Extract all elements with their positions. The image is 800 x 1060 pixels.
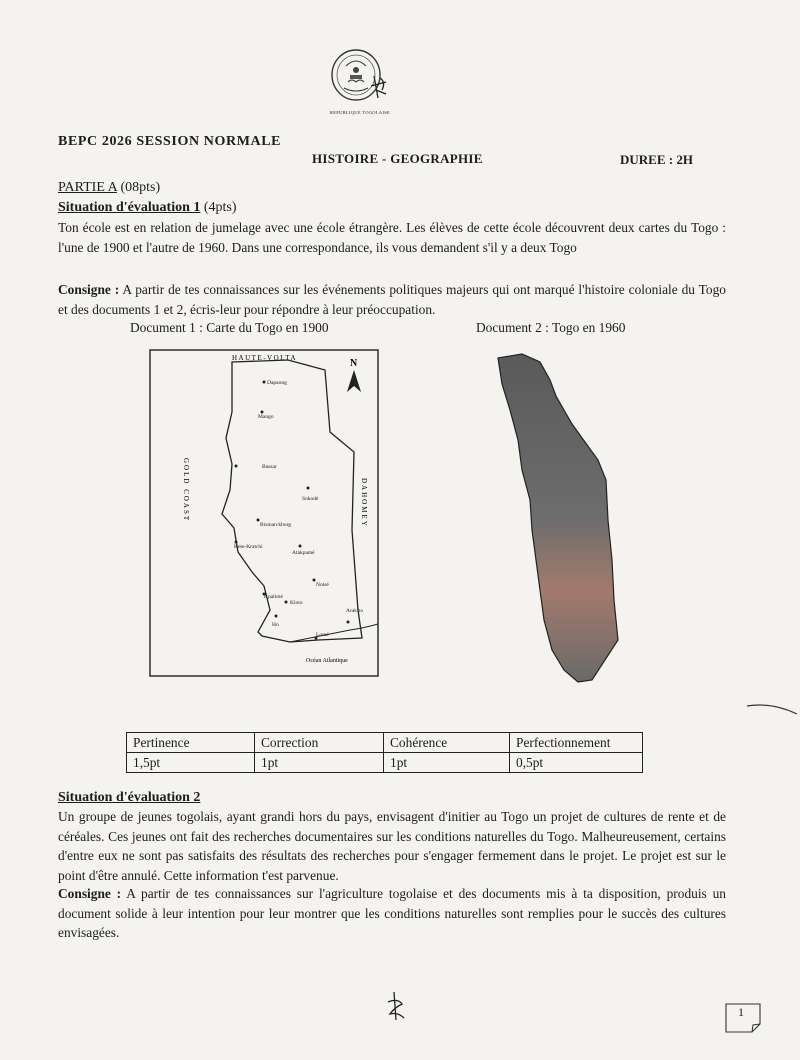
situation1-heading [58, 200, 237, 216]
consigne1-label: Consigne : [58, 282, 120, 297]
consigne1-text: A partir de tes connaissances sur les événements politiques majeurs qui ont marqué l'histoire coloniale du Togo et des documents 1 et 2, écris-leur pour répondre à leur préoccupation. [58, 282, 726, 317]
consigne2-label: Consigne : [58, 886, 122, 901]
map-togo-1900 [140, 340, 392, 685]
value-cell: 1pt [384, 753, 510, 773]
signature-mark-bottom [382, 990, 412, 1024]
togo-1960-outline [498, 354, 618, 682]
document2-caption: Document 2 : Togo en 1960 [476, 320, 626, 335]
part-a-heading [58, 180, 160, 196]
north-arrow-icon [347, 370, 361, 392]
town-kete-kratchi: Kete-Kratchi [234, 544, 263, 550]
situation1-points: (4pts) [200, 200, 237, 215]
grading-table [126, 732, 643, 773]
part-a-points: (08pts) [116, 180, 161, 195]
header-cell: Perfectionnement [510, 733, 643, 753]
town-kloto: Kloto [290, 600, 303, 606]
town-sokode: Sokodé [302, 496, 319, 502]
table-row [127, 733, 643, 753]
seal-caption: REPUBLIQUE TOGOLAISE [329, 110, 391, 115]
exam-title: BEPC 2026 SESSION NORMALE [58, 134, 282, 149]
map1-compass-label: N [350, 358, 358, 369]
town-mango: Mango [258, 414, 274, 420]
duration-label: DUREE : 2H [620, 152, 693, 167]
situation2-text: Un groupe de jeunes togolais, ayant grandi hors du pays, envisagent d'initier au Togo un projet de cultures de rente et de céréales. Ces jeunes ont fait des recherches documentaires sur les conditions naturelles du Togo. Malheureusement, certains d'entre eux ne sont pas satisfaits des résultats des recherches pour s'engager fermement dans le projet. Le projet est sur le point d'être annulé. Cette information t'est parvenue. [58, 809, 726, 883]
town-aneho: Anécho [346, 608, 364, 614]
map1-west-label: GOLD COAST [182, 458, 190, 523]
situation1-consigne [58, 280, 726, 319]
town-ho: Ho [272, 622, 279, 628]
value-cell: 1,5pt [127, 753, 255, 773]
subject-title: HISTOIRE - GEOGRAPHIE [312, 151, 483, 166]
situation1-text: Ton école est en relation de jumelage avec une école étrangère. Les élèves de cette école découvrent deux cartes du Togo : l'une de 1900 et l'autre de 1960. Dans une correspondance, ils vous demandent s'il y a deux Togo [58, 220, 726, 255]
part-a-title: PARTIE A [58, 180, 117, 195]
map1-ocean-label: Océan Atlantique [306, 658, 348, 664]
town-notse: Notsé [316, 582, 329, 588]
document1-caption: Document 1 : Carte du Togo en 1900 [130, 320, 329, 335]
page-number: 1 [738, 1005, 744, 1019]
map1-east-label: DAHOMEY [360, 478, 368, 528]
town-kpalime: Kpalimé [264, 594, 283, 600]
value-cell: 0,5pt [510, 753, 643, 773]
situation2-title: Situation d'évaluation 2 [58, 790, 201, 805]
town-bismarckburg: Bismarckburg [260, 522, 292, 528]
situation1-title: Situation d'évaluation 1 [58, 200, 201, 215]
header-cell: Pertinence [127, 733, 255, 753]
town-lome: Lomé [316, 632, 329, 638]
town-atakpame: Atakpamé [292, 550, 315, 556]
header-cell: Correction [255, 733, 384, 753]
value-cell: 1pt [255, 753, 384, 773]
map1-north-label: HAUTE-VOLTA [232, 354, 298, 362]
town-dapaong: Dapaong [267, 380, 287, 386]
signature-mark [368, 72, 390, 102]
map-togo-1960 [488, 350, 634, 686]
stray-mark [745, 700, 800, 720]
header-cell: Cohérence [384, 733, 510, 753]
table-row [127, 753, 643, 773]
town-bassar: Bassar [262, 464, 277, 470]
situation2-consigne [58, 884, 726, 943]
consigne2-text: A partir de tes connaissances sur l'agriculture togolaise et des documents mis à ta disposition, produis un document solide à leur intention pour leur montrer que les conditions naturelles sont remplies pour le succès des cultures envisagées. [58, 886, 727, 940]
